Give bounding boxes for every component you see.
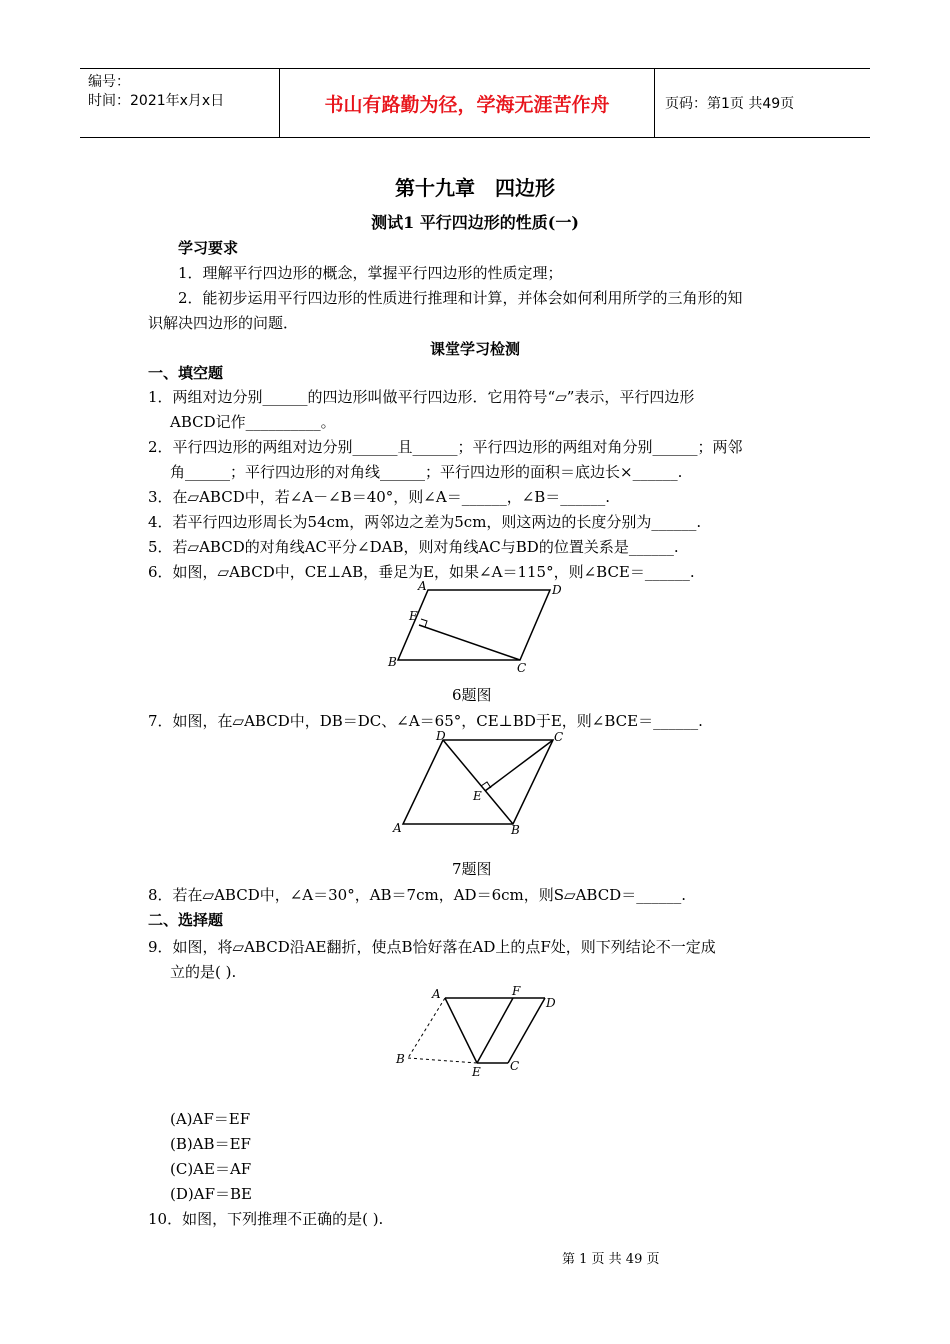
fig6-label-e: E bbox=[409, 609, 418, 623]
fig9-label-a: A bbox=[432, 987, 441, 1001]
fig9-label-d: D bbox=[546, 996, 556, 1010]
fig7-label-b: B bbox=[511, 823, 520, 837]
question-1-line2: ABCD记作__________。 bbox=[170, 413, 336, 431]
q9-option-c: (C)AE＝AF bbox=[170, 1160, 252, 1178]
fig9-label-c: C bbox=[510, 1059, 520, 1073]
fig7-label-d: D bbox=[436, 729, 446, 743]
q9-option-d: (D)AF＝BE bbox=[170, 1185, 252, 1203]
question-5: 5．若▱ABCD的对角线AC平分∠DAB，则对角线AC与BD的位置关系是______. bbox=[148, 538, 679, 556]
fig6-label-c: C bbox=[517, 661, 527, 675]
part2-heading: 二、选择题 bbox=[148, 911, 224, 929]
requirement-2-line2: 识解决四边形的问题． bbox=[148, 314, 299, 332]
requirement-2-line1: 2．能初步运用平行四边形的性质进行推理和计算，并体会如何利用所学的三角形的知 bbox=[178, 289, 743, 307]
header-table bbox=[80, 68, 870, 138]
fig7-label-c: C bbox=[554, 730, 564, 744]
requirement-1: 1．理解平行四边形的概念，掌握平行四边形的性质定理； bbox=[178, 264, 563, 282]
q9-option-a: (A)AF＝EF bbox=[170, 1110, 251, 1128]
fig6-label-a: A bbox=[418, 580, 427, 593]
motto: 书山有路勤为径，学海无涯苦作舟 bbox=[280, 69, 655, 137]
fig6-label-d: D bbox=[552, 583, 562, 597]
question-8: 8．若在▱ABCD中，∠A＝30°，AB＝7cm，AD＝6cm，则S▱ABCD＝______. bbox=[148, 886, 686, 904]
question-1-line1: 1．两组对边分别______的四边形叫做平行四边形．它用符号“▱”表示，平行四边形 bbox=[148, 388, 695, 406]
figure-6 bbox=[380, 580, 570, 675]
question-9-line2: 立的是( ). bbox=[170, 963, 237, 981]
time-label: 时间：2021年x月x日 bbox=[88, 93, 225, 109]
page-footer: 第 1 页 共 49 页 bbox=[562, 1252, 660, 1267]
requirements-heading: 学习要求 bbox=[178, 239, 239, 257]
q9-option-b: (B)AB＝EF bbox=[170, 1135, 251, 1153]
figure-6-caption: 6题图 bbox=[452, 686, 492, 704]
question-10: 10．如图，下列推理不正确的是( ). bbox=[148, 1210, 384, 1228]
test-title: 测试1 平行四边形的性质(一) bbox=[371, 213, 579, 232]
figure-7-caption: 7题图 bbox=[452, 860, 492, 878]
chapter-title: 第十九章 四边形 bbox=[395, 176, 555, 200]
figure-9 bbox=[388, 985, 568, 1080]
figure-7 bbox=[388, 728, 573, 838]
number-label: 编号： bbox=[88, 74, 130, 90]
page-info: 页码：第1页 共49页 bbox=[665, 96, 795, 112]
fig9-label-f: F bbox=[512, 985, 521, 998]
fig9-label-b: B bbox=[396, 1052, 405, 1066]
part1-heading: 一、填空题 bbox=[148, 364, 224, 382]
question-2-line1: 2．平行四边形的两组对边分别______且______；平行四边形的两组对角分别______；两邻 bbox=[148, 438, 743, 456]
question-4: 4．若平行四边形周长为54cm，两邻边之差为5cm，则这两边的长度分别为______. bbox=[148, 513, 702, 531]
question-6: 6．如图，▱ABCD中，CE⊥AB，垂足为E，如果∠A＝115°，则∠BCE＝______. bbox=[148, 563, 695, 581]
question-3: 3．在▱ABCD中，若∠A－∠B＝40°，则∠A＝______，∠B＝______. bbox=[148, 488, 611, 506]
section-title: 课堂学习检测 bbox=[429, 340, 520, 358]
fig6-label-b: B bbox=[388, 655, 397, 669]
fig7-label-a: A bbox=[393, 821, 402, 835]
fig7-label-e: E bbox=[473, 789, 482, 803]
question-7: 7．如图，在▱ABCD中，DB＝DC、∠A＝65°，CE⊥BD于E，则∠BCE＝______. bbox=[148, 712, 703, 730]
header-left-cell bbox=[80, 69, 280, 137]
fig9-label-e: E bbox=[472, 1065, 481, 1079]
question-9-line1: 9．如图，将▱ABCD沿AE翻折，使点B恰好落在AD上的点F处，则下列结论不一定成 bbox=[148, 938, 716, 956]
question-2-line2: 角______；平行四边形的对角线______；平行四边形的面积＝底边长×______. bbox=[170, 463, 683, 481]
